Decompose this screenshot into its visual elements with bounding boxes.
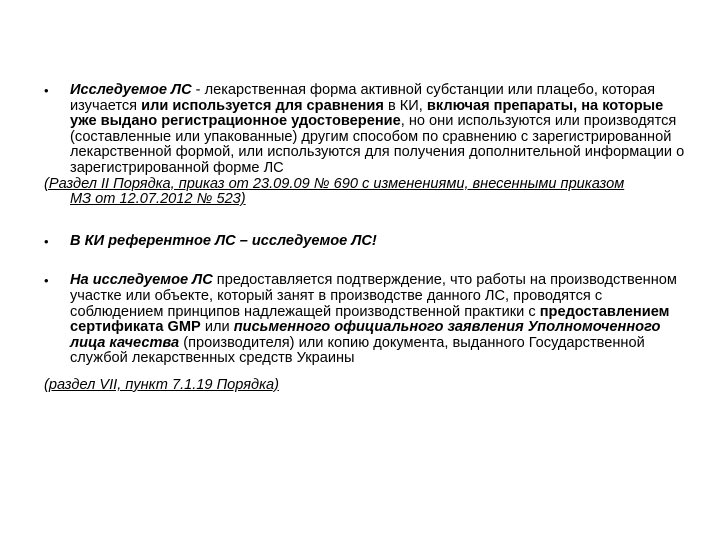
slide-content <box>44 83 692 394</box>
bullet-gmp-confirmation <box>44 273 692 367</box>
text: - лекарственная форма активной субстанции или плацебо, которая изучается <box>70 82 656 114</box>
bullet-marker: • <box>44 273 49 289</box>
text: или <box>200 319 234 336</box>
bullet-marker: • <box>44 83 49 98</box>
bold-text: письменного официального заявления Уполномоченного лица качества <box>70 319 661 351</box>
reference-order-690 <box>44 177 692 208</box>
text: предоставляется подтверждение, что работы на производственном участке или объекте, который занят в производстве данного ЛС, проводятся с соблюдением принципов надлежащей производственной практики с <box>70 272 677 320</box>
text: в КИ, <box>383 97 427 114</box>
reference-line: (раздел VII, пункт 7.1.19 Порядка) <box>44 376 279 393</box>
bullet-investigational-product <box>44 83 692 177</box>
reference-line: МЗ от 12.07.2012 № 523) <box>70 191 246 208</box>
bullet-reference-product <box>44 234 692 250</box>
text: (производителя) или копию документа, выданного Государственной службой лекарственных средств Украины <box>70 334 645 367</box>
term-investigational-product: На исследуемое ЛС <box>70 272 213 289</box>
reference-line: (Раздел II Порядка, приказ от 23.09.09 № 690 с изменениями, внесенными приказом <box>44 175 625 192</box>
bold-text: включая препараты, на которые уже выдано регистрационное удостоверение <box>70 97 664 130</box>
reference-section-vii <box>44 378 692 394</box>
bullet-marker: • <box>44 233 49 249</box>
term-investigational-product: Исследуемое ЛС <box>70 82 192 98</box>
bold-text: предоставлением сертификата GMP <box>70 303 670 336</box>
statement-reference-product: В КИ референтное ЛС – исследуемое ЛС! <box>70 232 377 249</box>
text: , но они используются или производятся (составленные или упакованные) другим способом по сравнению с зарегистрированной лекарственной формой, или используются для получения дополнительной информации о зарегистрированной форме ЛС <box>70 113 685 176</box>
bold-text: или используется для сравнения <box>141 97 384 114</box>
